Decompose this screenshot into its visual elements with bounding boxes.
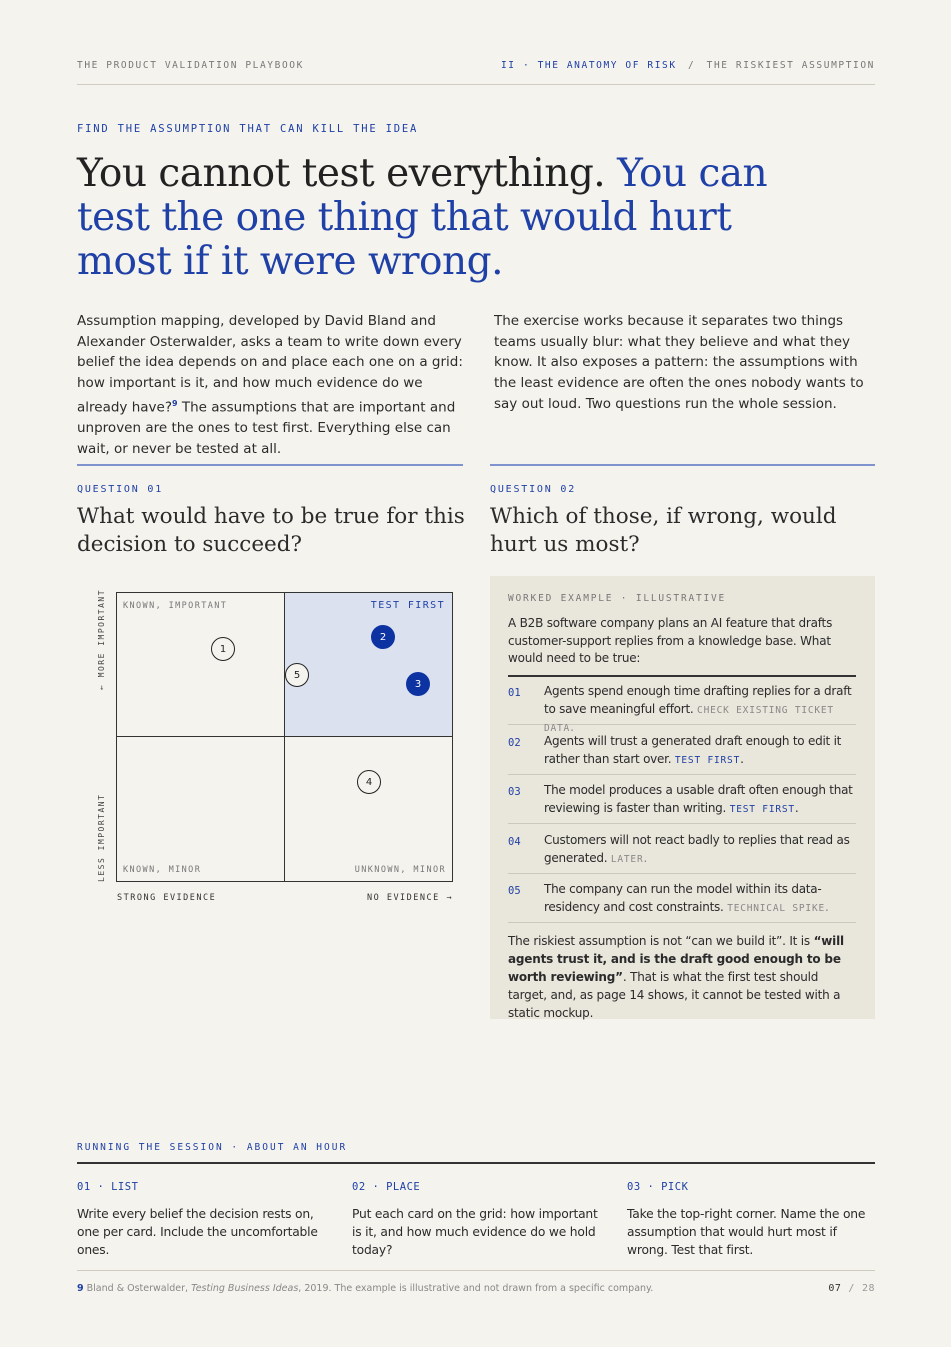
assumption-number: 05: [508, 885, 521, 897]
title-part-2: You can test the one thing that would hurt most if it were wrong.: [77, 151, 768, 284]
assumption-body: The model produces a usable draft often enough that reviewing is faster than writing.: [544, 783, 853, 815]
assumption-body: Agents will trust a generated draft enough to edit it rather than start over.: [544, 734, 842, 766]
worked-example-eyebrow: WORKED EXAMPLE · ILLUSTRATIVE: [508, 593, 727, 604]
footnote-book-title: Testing Business Ideas: [191, 1283, 299, 1294]
footnote-text: Bland & Osterwalder,: [83, 1283, 192, 1294]
assumption-text: The company can run the model within its data-residency and cost constraints. TECHNICAL SPIKE.: [544, 882, 829, 914]
assumption-body: The company can run the model within its data-residency and cost constraints.: [544, 882, 822, 914]
axis-y-bottom-label: LESS IMPORTANT: [97, 793, 106, 882]
quadrant-label: UNKNOWN, MINOR: [354, 865, 446, 875]
breadcrumb-section[interactable]: II · THE ANATOMY OF RISK: [500, 60, 677, 71]
assumption-tag: CHECK EXISTING TICKET DATA: [544, 704, 834, 734]
question-1-text: What would have to be true for this decision to succeed?: [77, 504, 465, 557]
question-1-label: QUESTION 01: [77, 484, 164, 495]
assumption-tag: TECHNICAL SPIKE: [727, 902, 825, 914]
assumption-item: [508, 775, 856, 824]
footer-divider: [77, 1270, 875, 1271]
assumption-point[interactable]: 4: [357, 770, 381, 794]
page-current: 07: [828, 1283, 842, 1294]
assumption-body: Customers will not react badly to replies that read as generated.: [544, 833, 850, 865]
step-text: Take the top-right corner. Name the one assumption that would hurt most if wrong. Test that first.: [627, 1207, 866, 1257]
assumption-point[interactable]: 2: [371, 625, 395, 649]
intro-left-text: Assumption mapping, developed by David Bland and Alexander Osterwalder, asks a team to write down every belief the idea depends on and place each one on a grid: how important is it, and how much evidence do we already have?: [77, 313, 463, 416]
assumption-number: 01: [508, 687, 521, 699]
breadcrumb-chapter: THE RISKIEST ASSUMPTION: [706, 60, 875, 71]
quadrant-label: KNOWN, MINOR: [123, 865, 202, 875]
quadrant-unknown-minor: [285, 737, 452, 881]
axis-x-left-label: STRONG EVIDENCE: [117, 893, 217, 903]
step-text: Write every belief the decision rests on, one per card. Include the uncomfortable ones.: [77, 1207, 318, 1257]
session-divider: [77, 1162, 875, 1164]
step-text: Put each card on the grid: how important is it, and how much evidence do we hold today?: [352, 1207, 598, 1257]
assumption-matrix: [116, 592, 453, 882]
conclusion-text-cont: . That is what the first test should target, and, as page 14 shows, it cannot be tested with a static mockup.: [508, 970, 841, 1020]
page-number: [828, 1283, 875, 1294]
assumption-item: [508, 725, 856, 775]
assumption-text: Agents will trust a generated draft enough to edit it rather than start over. TEST FIRST.: [544, 734, 842, 766]
assumption-body: Agents spend enough time drafting replies for a draft to save meaningful effort.: [544, 684, 852, 716]
running-header-breadcrumb: [501, 60, 875, 71]
assumption-item: [508, 676, 856, 734]
footnote-ref[interactable]: 9: [172, 398, 178, 408]
header-divider: [77, 84, 875, 85]
axis-y-top-label: ← MORE IMPORTANT: [97, 588, 106, 690]
assumption-text: The model produces a usable draft often enough that reviewing is faster than writing. TEST FIRST.: [544, 783, 853, 815]
step-label: 03 · PICK: [627, 1181, 689, 1193]
assumption-point[interactable]: 5: [285, 663, 309, 687]
footnote-number: 9: [77, 1283, 84, 1294]
question-2-text: Which of those, if wrong, would hurt us most?: [490, 504, 837, 557]
quadrant-test-first: [285, 593, 452, 737]
quadrant-label: TEST FIRST: [370, 600, 445, 611]
assumption-point[interactable]: 1: [211, 637, 235, 661]
assumption-item: [508, 824, 856, 874]
step-label: 01 · LIST: [77, 1181, 139, 1193]
page-total: 28: [861, 1283, 875, 1294]
worked-example-conclusion: [508, 932, 848, 1022]
assumption-number: 03: [508, 786, 521, 798]
assumption-number: 04: [508, 836, 521, 848]
axis-x-right-label: NO EVIDENCE →: [366, 893, 453, 903]
assumption-tag: LATER: [610, 853, 644, 865]
footnote: [77, 1283, 653, 1294]
page-title: [77, 152, 837, 284]
intro-left-paragraph: [77, 311, 463, 459]
worked-example-intro: A B2B software company plans an AI feature that drafts customer-support replies from a knowledge base. What would need to be true:: [508, 616, 833, 666]
question-1-rule: [77, 464, 463, 466]
assumption-item: [508, 874, 856, 923]
conclusion-text: The riskiest assumption is not “can we build it”. It is: [508, 934, 814, 948]
page-separator: /: [848, 1283, 855, 1294]
worked-example-panel: [490, 576, 875, 1019]
quadrant-known-important: [117, 593, 285, 737]
breadcrumb-separator: /: [687, 60, 696, 71]
session-eyebrow: RUNNING THE SESSION · ABOUT AN HOUR: [77, 1142, 348, 1153]
assumption-tag: TEST FIRST: [674, 754, 741, 766]
step-label: 02 · PLACE: [352, 1181, 421, 1193]
running-header-title: THE PRODUCT VALIDATION PLAYBOOK: [77, 60, 304, 71]
question-2-rule: [490, 464, 875, 466]
footnote-text-cont: , 2019. The example is illustrative and not drawn from a specific company.: [298, 1283, 654, 1294]
assumption-text: Agents spend enough time drafting replies for a draft to save meaningful effort. CHECK EXISTING TICKET DATA.: [544, 684, 852, 734]
assumption-tag: TEST FIRST: [729, 803, 795, 815]
intro-left-text-cont: The assumptions that are important and unproven are the ones to test first. Everything else can wait, or never be tested at all.: [77, 399, 456, 457]
conclusion-emphasis: “will agents trust it, and is the draft good enough to be worth reviewing”: [508, 934, 844, 984]
quadrant-label: KNOWN, IMPORTANT: [123, 601, 228, 611]
assumption-text: Customers will not react badly to replies that read as generated. LATER.: [544, 833, 850, 865]
quadrant-known-minor: [117, 737, 285, 881]
section-eyebrow: FIND THE ASSUMPTION THAT CAN KILL THE IDEA: [77, 123, 419, 135]
assumption-number: 02: [508, 737, 521, 749]
assumption-point[interactable]: 3: [406, 672, 430, 696]
intro-right-paragraph: The exercise works because it separates two things teams usually blur: what they believe and what they know. It also exposes a pattern: the assumptions with the least evidence are often the ones nobody wants to say out loud. Two questions run the whole session.: [494, 313, 864, 412]
title-part-1: You cannot test everything.: [77, 151, 606, 196]
question-2-label: QUESTION 02: [490, 484, 577, 495]
